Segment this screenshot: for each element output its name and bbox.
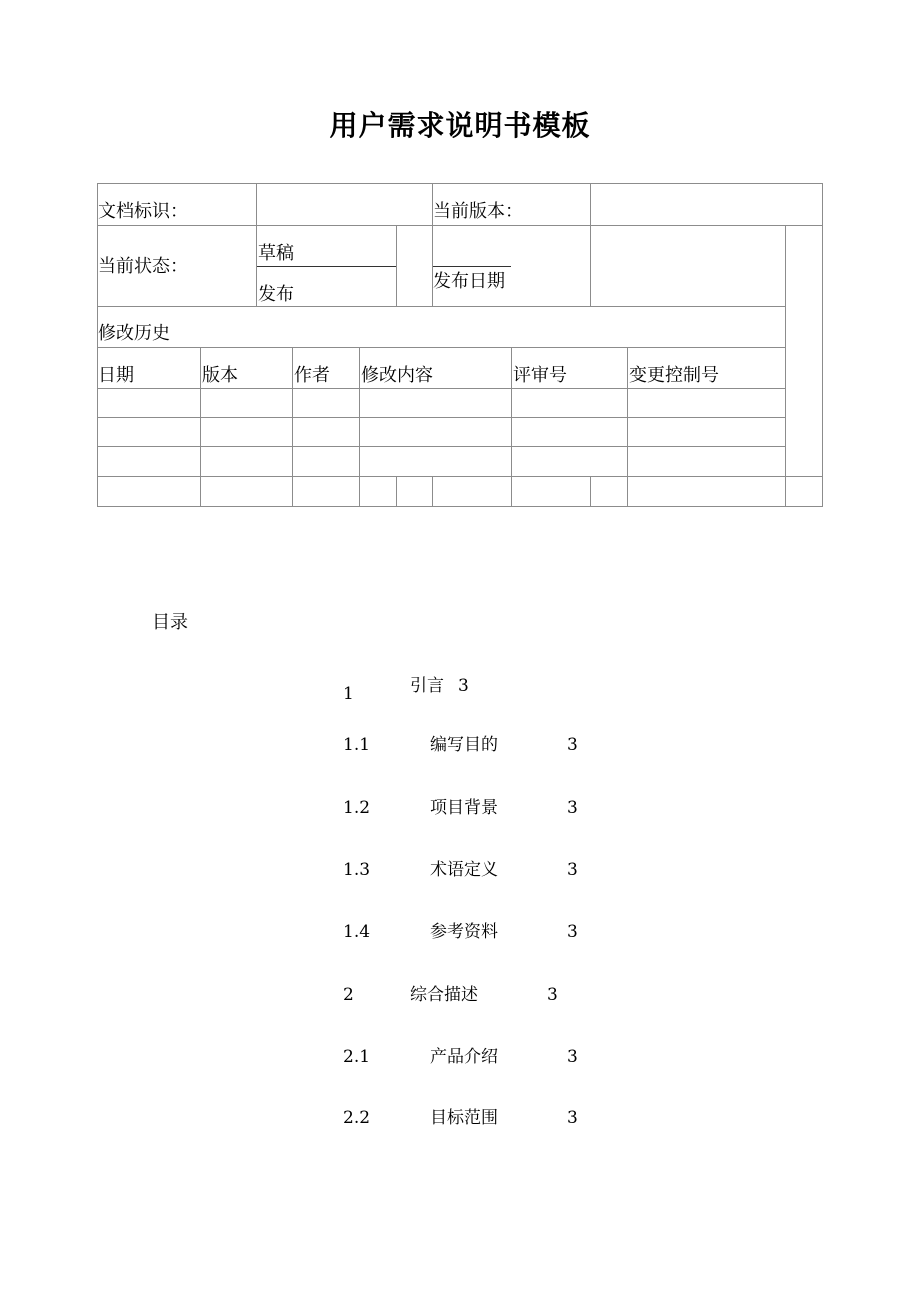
toc-entry-title: 综合描述 <box>410 985 478 1005</box>
table-rule <box>256 183 257 307</box>
table-rule <box>785 225 786 507</box>
toc-entry-page: 3 <box>547 985 558 1005</box>
table-rule <box>292 347 293 507</box>
col-header-review-number: 评审号 <box>513 365 567 386</box>
col-header-change-content: 修改内容 <box>361 365 433 386</box>
table-rule <box>511 347 512 507</box>
col-header-version: 版本 <box>202 365 238 386</box>
current-version-label: 当前版本： <box>433 201 523 222</box>
table-rule <box>97 506 822 507</box>
table-rule <box>590 476 591 507</box>
toc-heading: 目录 <box>152 612 188 633</box>
toc-entry-number: 2.2 <box>343 1108 371 1128</box>
page-title: 用户需求说明书模板 <box>329 109 591 142</box>
table-rule <box>627 347 628 507</box>
col-header-date: 日期 <box>98 365 134 386</box>
toc-entry-number: 2 <box>343 985 354 1005</box>
toc-entry-title: 编写目的 <box>430 735 498 755</box>
table-rule <box>822 183 823 507</box>
toc-entry-title: 产品介绍 <box>430 1047 498 1067</box>
table-rule <box>97 225 822 226</box>
table-rule <box>359 347 360 507</box>
toc-entry-page: 3 <box>567 922 578 942</box>
table-rule <box>97 476 822 477</box>
toc-entry-page: 3 <box>567 798 578 818</box>
release-date-label: 发布日期 <box>433 271 505 292</box>
toc-entry-number: 1.2 <box>343 798 371 818</box>
table-rule <box>433 266 511 267</box>
current-status-label: 当前状态： <box>98 256 188 277</box>
status-option-draft[interactable]: 草稿 <box>258 243 294 264</box>
toc-entry-title: 引言 <box>410 676 444 696</box>
toc-entry-title: 目标范围 <box>430 1108 498 1128</box>
col-header-author: 作者 <box>294 365 330 386</box>
table-rule <box>256 266 396 267</box>
table-rule <box>97 306 785 307</box>
table-rule <box>97 183 822 184</box>
status-option-release[interactable]: 发布 <box>258 284 294 305</box>
toc-entry-page: 3 <box>567 1047 578 1067</box>
toc-entry-number: 1.1 <box>343 735 371 755</box>
table-rule <box>200 347 201 507</box>
col-header-change-control-number: 变更控制号 <box>629 365 719 386</box>
toc-entry-page: 3 <box>567 1108 578 1128</box>
toc-entry-page: 3 <box>567 860 578 880</box>
doc-id-label: 文档标识： <box>98 201 188 222</box>
table-rule <box>590 183 591 307</box>
table-rule <box>396 225 397 307</box>
toc-entry-number: 1.4 <box>343 922 371 942</box>
table-rule <box>432 476 433 507</box>
toc-entry-page: 3 <box>458 676 469 696</box>
toc-entry-number: 2.1 <box>343 1047 371 1067</box>
table-rule <box>396 476 397 507</box>
toc-entry-number: 1 <box>343 684 354 704</box>
toc-entry-page: 3 <box>567 735 578 755</box>
history-heading: 修改历史 <box>98 323 170 344</box>
toc-entry-title: 项目背景 <box>430 798 498 818</box>
toc-entry-number: 1.3 <box>343 860 371 880</box>
toc-entry-title: 参考资料 <box>430 922 498 942</box>
table-rule <box>97 183 98 507</box>
toc-entry-title: 术语定义 <box>430 860 498 880</box>
